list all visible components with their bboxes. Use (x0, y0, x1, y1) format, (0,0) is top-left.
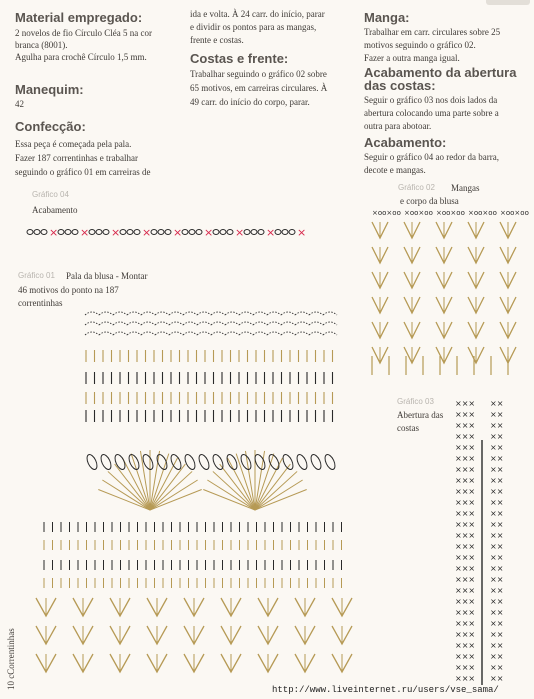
sc-stitch-x: ×× (490, 542, 504, 551)
manga-heading: Manga: (364, 10, 410, 25)
g04-caption: Acabamento (32, 205, 78, 215)
leaf-picot (323, 453, 337, 471)
chain-stitch (27, 230, 33, 235)
sc-stitch-x: ×× (490, 597, 504, 606)
acabamento-line: Seguir o gráfico 04 ao redor da barra, (364, 152, 499, 162)
chain-arch (239, 322, 253, 325)
material-heading: Material empregado: (15, 10, 143, 25)
sc-stitch-x: ××× (455, 542, 476, 551)
sc-stitch-x: ×× (490, 619, 504, 628)
chain-arch (141, 312, 155, 315)
chain-stitch (227, 230, 233, 235)
sc-stitch-x: ××× (455, 432, 476, 441)
sc-stitch-x: ××× (455, 641, 476, 650)
chain-stitch (127, 230, 133, 235)
sc-stitch-x: ××× (455, 509, 476, 518)
col2-line: ida e volta. À 24 carr. do início, parar (190, 9, 325, 19)
chain-arch (253, 312, 267, 315)
sc-stitch-x: ×× (490, 641, 504, 650)
g01-label: Gráfico 01 (18, 271, 55, 280)
chain-arch (99, 312, 113, 315)
costas-heading: Costas e frente: (190, 51, 289, 66)
slip-stitch-x: × (80, 226, 90, 239)
chain-arch (155, 332, 169, 335)
chain-arch (295, 312, 309, 315)
chain-stitch (58, 230, 64, 235)
sc-stitch-x: ××× (455, 476, 476, 485)
chain-stitch (151, 230, 157, 235)
chain-arch (169, 322, 183, 325)
g02-label: Gráfico 02 (398, 183, 435, 192)
acabamento-line: decote e mangas. (364, 165, 426, 175)
chain-arch (323, 312, 337, 315)
g02-top-row: ×oo×oo (404, 209, 433, 217)
chain-arch (127, 332, 141, 335)
g02-top-row: ×oo×oo (372, 209, 401, 217)
fan-stitch (255, 480, 303, 510)
manga-line: Fazer a outra manga igual. (364, 53, 460, 63)
leaf-picot (183, 453, 197, 471)
chain-arch (281, 322, 295, 325)
fan-stitch (150, 480, 198, 510)
chain-stitch (96, 230, 102, 235)
sc-stitch-x: ××× (455, 597, 476, 606)
chain-arch (197, 312, 211, 315)
g02-caption: Mangas (451, 183, 480, 193)
chain-arch (295, 332, 309, 335)
sc-stitch-x: ××× (455, 421, 476, 430)
costas-line: Trabalhar seguindo o gráfico 02 sobre (190, 69, 327, 79)
chain-arch (113, 322, 127, 325)
chain-arch (309, 312, 323, 315)
chain-arch (267, 312, 281, 315)
abertura-line: Seguir o gráfico 03 nos dois lados da (364, 95, 498, 105)
sc-stitch-x: ××× (455, 674, 476, 683)
manequim-heading: Manequim: (15, 82, 84, 97)
slip-stitch-x: × (297, 226, 307, 239)
chain-arch (323, 332, 337, 335)
manequim-value: 42 (15, 99, 24, 109)
sc-stitch-x: ×× (490, 608, 504, 617)
abertura-line: abertura colocando uma parte sobre a (364, 108, 499, 118)
sc-stitch-x: ××× (455, 498, 476, 507)
chain-arch (281, 332, 295, 335)
chain-stitch (182, 230, 188, 235)
chain-stitch (165, 230, 171, 235)
chain-arch (141, 332, 155, 335)
sc-stitch-x: ××× (455, 531, 476, 540)
confeccao-line: Essa peça é começada pela pala. (15, 139, 132, 149)
confeccao-line: Fazer 187 correntinhas e trabalhar (15, 153, 138, 163)
g01-caption: Pala da blusa - Montar (66, 271, 148, 281)
chain-arch (211, 332, 225, 335)
chain-arch (155, 322, 169, 325)
sc-stitch-x: ×× (490, 421, 504, 430)
chain-stitch (89, 230, 95, 235)
slip-stitch-x: × (266, 226, 276, 239)
chain-arch (127, 322, 141, 325)
slip-stitch-x: × (173, 226, 183, 239)
sc-stitch-x: ×× (490, 575, 504, 584)
sc-stitch-x: ××× (455, 619, 476, 628)
sc-stitch-x: ××× (455, 410, 476, 419)
sc-stitch-x: ××× (455, 663, 476, 672)
sc-stitch-x: ×× (490, 531, 504, 540)
chain-arch (127, 312, 141, 315)
material-line: branca (8001). (15, 40, 68, 50)
sc-stitch-x: ×× (490, 509, 504, 518)
leaf-picot (281, 453, 295, 471)
fan-stitch (102, 480, 150, 510)
chain-arch (85, 332, 99, 335)
material-line: 2 novelos de fio Círculo Cléa 5 na cor (15, 28, 152, 38)
sc-stitch-x: ××× (455, 564, 476, 573)
acabamento-heading: Acabamento: (364, 135, 447, 150)
g02-top-row: ×oo×oo (500, 209, 529, 217)
abertura-heading: Acabamento da abertura das costas: (364, 65, 517, 93)
sc-stitch-x: ×× (490, 663, 504, 672)
chain-arch (169, 312, 183, 315)
leaf-picot (309, 453, 323, 471)
leaf-picot (85, 453, 99, 471)
g03-caption: Abertura das (397, 410, 444, 420)
chain-arch (211, 312, 225, 315)
chain-arch (239, 332, 253, 335)
col2-line: e dividir os pontos para as mangas, (190, 22, 317, 32)
chain-arch (197, 322, 211, 325)
sc-stitch-x: ×× (490, 443, 504, 452)
chain-stitch (34, 230, 40, 235)
sc-stitch-x: ×× (490, 520, 504, 529)
g03-label: Gráfico 03 (397, 397, 434, 406)
chain-stitch (103, 230, 109, 235)
costas-line: 65 motivos, em carreiras circulares. À (190, 83, 328, 93)
chain-arch (141, 322, 155, 325)
sc-stitch-x: ×× (490, 432, 504, 441)
chain-arch (85, 322, 99, 325)
leaf-picot (211, 453, 225, 471)
sc-stitch-x: ×× (490, 652, 504, 661)
chain-arch (169, 332, 183, 335)
sc-stitch-x: ×× (490, 454, 504, 463)
chain-stitch (134, 230, 140, 235)
sc-stitch-x: ××× (455, 399, 476, 408)
chain-stitch (258, 230, 264, 235)
chain-arch (85, 312, 99, 315)
chain-arch (183, 312, 197, 315)
chain-arch (253, 332, 267, 335)
chain-arch (225, 312, 239, 315)
chain-stitch (41, 230, 47, 235)
chain-stitch (282, 230, 288, 235)
leaf-picot (169, 453, 183, 471)
chain-stitch (244, 230, 250, 235)
chain-arch (309, 332, 323, 335)
g02-top-row: ×oo×oo (436, 209, 465, 217)
chain-arch (211, 322, 225, 325)
abertura-line: outra para abotoar. (364, 121, 432, 131)
chain-stitch (251, 230, 257, 235)
chain-stitch (196, 230, 202, 235)
sc-stitch-x: ×× (490, 399, 504, 408)
chain-stitch (213, 230, 219, 235)
material-line: Agulha para crochê Círculo 1,5 mm. (15, 52, 147, 62)
chain-arch (99, 332, 113, 335)
chain-arch (281, 312, 295, 315)
sc-stitch-x: ××× (455, 575, 476, 584)
slip-stitch-x: × (142, 226, 152, 239)
chain-stitch (120, 230, 126, 235)
chain-arch (155, 312, 169, 315)
footer-url: http://www.liveinternet.ru/users/vse_sama/ (272, 685, 499, 695)
slip-stitch-x: × (204, 226, 214, 239)
chain-arch (183, 322, 197, 325)
chain-arch (113, 312, 127, 315)
chain-stitch (189, 230, 195, 235)
chain-stitch (275, 230, 281, 235)
chain-stitch (220, 230, 226, 235)
sc-stitch-x: ×× (490, 487, 504, 496)
sc-stitch-x: ××× (455, 487, 476, 496)
leaf-picot (197, 453, 211, 471)
confeccao-line: seguindo o gráfico 01 em carreiras de (15, 167, 151, 177)
sc-stitch-x: ×× (490, 553, 504, 562)
sc-stitch-x: ××× (455, 520, 476, 529)
g01-caption3: correntinhas (18, 298, 63, 308)
sc-stitch-x: ×× (490, 410, 504, 419)
g01-caption2: 46 motivos do ponto na 187 (18, 285, 119, 295)
chain-arch (239, 312, 253, 315)
g03-caption2: costas (397, 423, 419, 433)
chain-stitch (65, 230, 71, 235)
fan-stitch (207, 480, 255, 510)
sc-stitch-x: ×× (490, 564, 504, 573)
chain-arch (309, 322, 323, 325)
sc-stitch-x: ×× (490, 586, 504, 595)
sc-stitch-x: ×× (490, 476, 504, 485)
slip-stitch-x: × (235, 226, 245, 239)
side-label: 10 cCorrentinhas (6, 628, 16, 690)
sc-stitch-x: ××× (455, 630, 476, 639)
manga-line: motivos seguindo o gráfico 02. (364, 40, 476, 50)
sc-stitch-x: ××× (455, 586, 476, 595)
chain-arch (225, 332, 239, 335)
chain-arch (113, 332, 127, 335)
chain-stitch (158, 230, 164, 235)
costas-line: 49 carr. do início do corpo, parar. (190, 97, 310, 107)
sc-stitch-x: ××× (455, 465, 476, 474)
chain-arch (99, 322, 113, 325)
sc-stitch-x: ×× (490, 630, 504, 639)
sc-stitch-x: ×× (490, 465, 504, 474)
chain-arch (267, 332, 281, 335)
slip-stitch-x: × (49, 226, 59, 239)
sc-stitch-x: ××× (455, 454, 476, 463)
g02-top-row: ×oo×oo (468, 209, 497, 217)
sc-stitch-x: ××× (455, 553, 476, 562)
chain-arch (267, 322, 281, 325)
chain-arch (323, 322, 337, 325)
sc-stitch-x: ×× (490, 498, 504, 507)
chain-stitch (289, 230, 295, 235)
slip-stitch-x: × (111, 226, 121, 239)
sc-stitch-x: ×× (490, 674, 504, 683)
g02-caption2: e corpo da blusa (400, 196, 459, 206)
chain-arch (197, 332, 211, 335)
col2-line: frente e costas. (190, 35, 244, 45)
chain-arch (183, 332, 197, 335)
sc-stitch-x: ××× (455, 652, 476, 661)
chain-stitch (72, 230, 78, 235)
leaf-picot (295, 453, 309, 471)
chain-arch (253, 322, 267, 325)
leaf-picot (99, 453, 113, 471)
g04-label: Gráfico 04 (32, 190, 69, 199)
sc-stitch-x: ××× (455, 608, 476, 617)
manga-line: Trabalhar em carr. circulares sobre 25 (364, 27, 501, 37)
confeccao-heading: Confecção: (15, 119, 86, 134)
chain-arch (295, 322, 309, 325)
sc-stitch-x: ××× (455, 443, 476, 452)
chain-arch (225, 322, 239, 325)
